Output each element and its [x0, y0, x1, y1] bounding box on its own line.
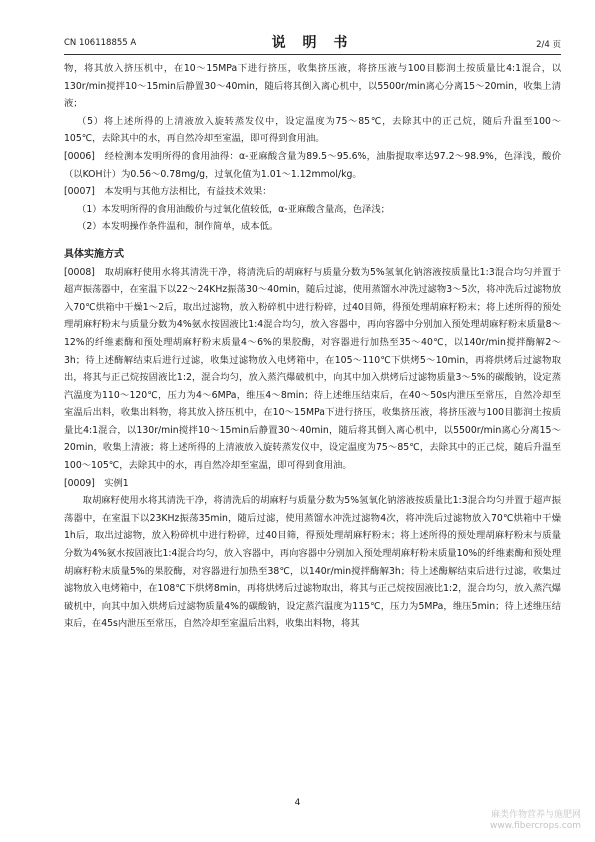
paragraph-step4-continued: 物，将其放入挤压机中，在10～15MPa下进行挤压，收集挤压液，将挤压液与100目膨润土按质量比4:1混合，以130r/min搅拌10～15min后静置30～40min，随后将其倒入离心机中，以5500r/min离心分离15～20min，收集上清液；: [64, 63, 561, 110]
paragraph-0009: [0009] 实例1: [64, 477, 129, 489]
section-heading-embodiments: 具体实施方式: [64, 248, 124, 260]
document-body: [64, 60, 561, 633]
watermark: [490, 810, 581, 832]
watermark-url: www.fibercrops.com: [490, 821, 581, 831]
benefit-2: （2）本发明操作条件温和，制作简单，成本低。: [77, 221, 279, 233]
page-header: [64, 32, 561, 55]
section-title: 说 明 书: [271, 35, 354, 51]
paragraph-0006: [0006] 经检测本发明所得的食用油得：α-亚麻酸含量为89.5～95.6%，油脂提取率达97.2～98.9%，色泽浅，酸价（以KOH计）为0.56～0.78mg/g，过氧化值为1.01～1.12mmol/kg。: [64, 150, 561, 180]
example-1-body: 取胡麻籽使用水将其清洗干净，将清洗后的胡麻籽与质量分数为5%氢氧化钠溶液按质量比1:3混合均匀并置于超声振荡器中，在室温下以23KHz振荡35min，随后过滤，使用蒸馏水冲洗过滤物4次，将冲洗后过滤物放入70℃烘箱中干燥1h后，取出过滤物，放入粉碎机中进行粉碎，过40目筛，得预处理胡麻籽粉末；将上述所得的预处理胡麻籽粉末与质量分数为4%氨水按固液比1:4混合均匀，放入容器中，再向容器中分别加入预处理胡麻籽粉末质量10%的纤维素酶和预处理胡麻籽粉末质量5%的果胶酶，对容器进行加热至38℃，以140r/min搅拌酶解3h；待上述酶解结束后进行过滤，收集过滤物放入电烤箱中，在108℃下烘烤8min，再将烘烤后过滤物取出，将其与正己烷按固液比1:2，混合均匀，放入蒸汽爆破机中，向其中加入烘烤后过滤物质量4%的碳酸钠，设定蒸汽温度为115℃，压力为5MPa，维压5min；待上述维压结束后，在45s内泄压至常压，自然冷却至室温后出料，收集出料物，将其: [64, 495, 561, 630]
paragraph-0008: [0008] 取胡麻籽使用水将其清洗干净，将清洗后的胡麻籽与质量分数为5%氢氧化钠溶液按质量比1:3混合均匀并置于超声振荡器中，在室温下以22～24KHz振荡30～40min，随后过滤，使用蒸馏水冲洗过滤物3～5次，将冲洗后过滤物放入70℃烘箱中干燥1～2后，取出过滤物，放入粉碎机中进行粉碎，过40目筛，得预处理胡麻籽粉末；将上述所得的预处理胡麻籽粉末与质量分数为4%氨水按固液比1:4混合均匀，放入容器中，再向容器中分别加入预处理胡麻籽粉末质量8～12%的纤维素酶和预处理胡麻籽粉末质量4～6%的果胶酶，对容器进行加热至35～40℃，以140r/min搅拌酶解2～3h；待上述酶解结束后进行过滤，收集过滤物放入电烤箱中，在105～110℃下烘烤5～10min，再将烘烤后过滤物取出，将其与正己烷按固液比1:2，混合均匀，放入蒸汽爆破机中，向其中加入烘烤后过滤物质量3～5%的碳酸钠，设定蒸汽温度为110～120℃，压力为4～6MPa，维压4～8min；待上述维压结束后，在40～50s内泄压至常压，自然冷却至室温后出料，收集出料物，将其放入挤压机中，在10～15MPa下进行挤压，收集挤压液，将挤压液与100目膨润土按质量比4:1混合，以130r/min搅拌10～15min后静置30～40min，随后将其倒入离心机中，以5500r/min离心分离15～20min，收集上清液；将上述所得的上清液放入旋转蒸发仪中，设定温度为75～85℃，去除其中的正己烷，随后升温至100～105℃，去除其中的水，再自然冷却至室温，即可得到食用油。: [64, 266, 561, 472]
benefit-1: （1）本发明所得的食用油酸价与过氧化值较低，α-亚麻酸含量高，色泽浅；: [77, 203, 390, 215]
page-number: 4: [294, 798, 301, 808]
patent-number: CN 106118855 A: [64, 38, 137, 48]
page-indicator: 2/4 页: [536, 40, 561, 50]
paragraph-0007: [0007] 本发明与其他方法相比，有益技术效果：: [64, 186, 272, 198]
paragraph-step5: （5）将上述所得的上清液放入旋转蒸发仪中，设定温度为75～85℃，去除其中的正己烷，随后升温至100～105℃，去除其中的水，再自然冷却至室温，即可得到食用油。: [64, 115, 561, 145]
watermark-site-name: 麻类作物营养与施肥网: [490, 810, 581, 820]
